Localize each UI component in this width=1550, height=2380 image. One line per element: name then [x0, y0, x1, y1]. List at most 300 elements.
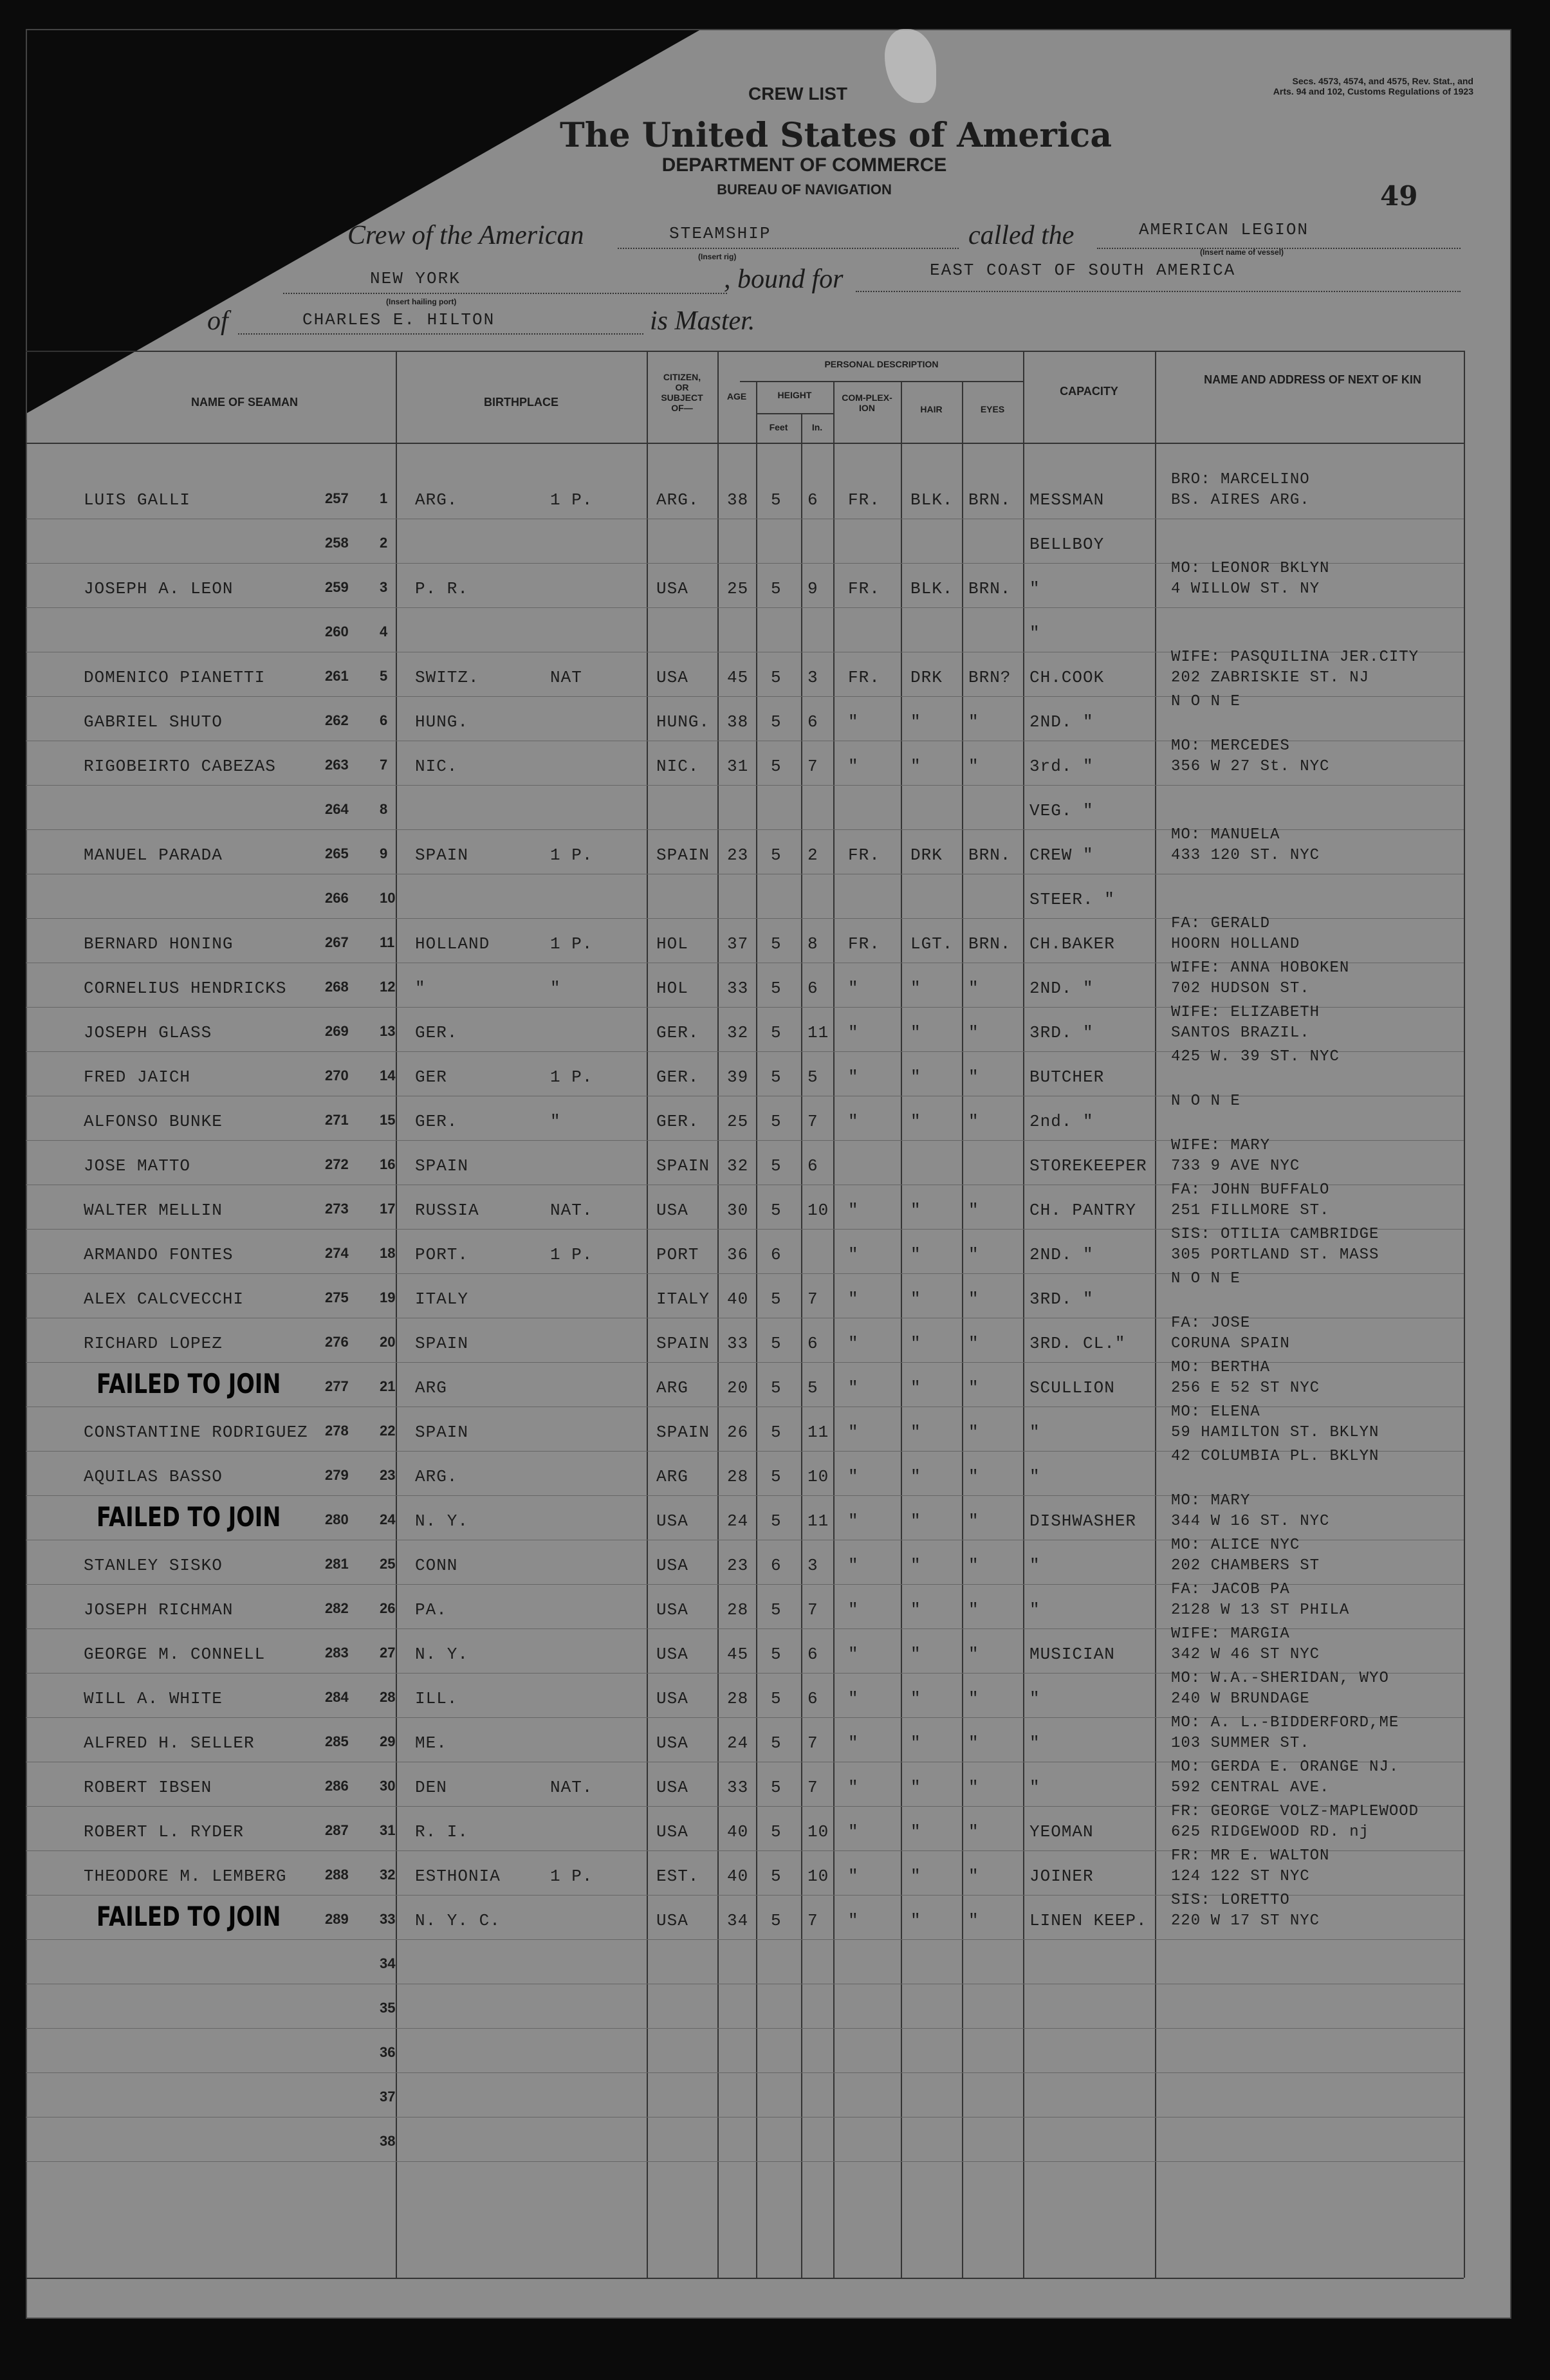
next-of-kin-name: SIS: LORETTO: [1171, 1892, 1290, 1909]
naturalization: ": [550, 1112, 561, 1131]
next-of-kin-name: MO: BERTHA: [1171, 1359, 1271, 1376]
line-number: 28: [380, 1689, 396, 1705]
seaman-name: AQUILAS BASSO: [84, 1467, 223, 1486]
header-personal-description: PERSONAL DESCRIPTION: [824, 359, 939, 369]
height-inches: 7: [807, 1778, 818, 1797]
eyes: ": [968, 712, 979, 732]
age: 40: [727, 1867, 749, 1886]
eyes: ": [968, 1822, 979, 1841]
seaman-name: THEODORE M. LEMBERG: [84, 1867, 287, 1886]
citizen-of: NIC.: [656, 757, 699, 776]
height-feet: 5: [771, 1423, 782, 1442]
hair: ": [910, 1067, 921, 1087]
crew-of-label: Crew of the American: [347, 221, 584, 250]
age: 40: [727, 1289, 749, 1309]
naturalization: 1 P.: [550, 1867, 593, 1886]
citizen-of: USA: [656, 1600, 688, 1619]
age: 25: [727, 1112, 749, 1131]
register-code: 261: [325, 668, 349, 684]
capacity: CREW ": [1029, 845, 1094, 865]
capacity: BELLBOY: [1029, 535, 1105, 554]
eyes: BRN.: [968, 579, 1011, 598]
height-feet: 5: [771, 1867, 782, 1886]
age: 40: [727, 1822, 749, 1841]
register-code: 260: [325, 623, 349, 640]
line-number: 37: [380, 2089, 396, 2105]
header-name-of-seaman: NAME OF SEAMAN: [191, 396, 298, 409]
line-number: 3: [380, 579, 388, 595]
height-inches: 10: [807, 1201, 829, 1220]
register-code: 267: [325, 934, 349, 950]
eyes: ": [968, 1689, 979, 1708]
seaman-name: WALTER MELLIN: [84, 1201, 223, 1220]
called-label: called the: [968, 221, 1075, 250]
height-feet: 5: [771, 490, 782, 510]
complexion: ": [848, 1245, 859, 1264]
failed-to-join-stamp: FAILED TO JOIN: [97, 1501, 281, 1533]
eyes: ": [968, 1645, 979, 1664]
complexion: ": [848, 1023, 859, 1042]
birthplace: N. Y.: [415, 1511, 469, 1531]
register-code: 271: [325, 1112, 349, 1128]
failed-to-join-stamp: FAILED TO JOIN: [97, 1368, 281, 1399]
capacity: 2ND. ": [1029, 712, 1094, 732]
height-inches: 7: [807, 1600, 818, 1619]
birthplace: N. Y.: [415, 1645, 469, 1664]
height-feet: 5: [771, 1511, 782, 1531]
hair: ": [910, 1112, 921, 1131]
next-of-kin-name: MO: GERDA E. ORANGE NJ.: [1171, 1758, 1399, 1776]
page-number: 49: [1380, 180, 1418, 212]
height-feet: 5: [771, 1733, 782, 1753]
birthplace: ITALY: [415, 1289, 469, 1309]
eyes: ": [968, 1511, 979, 1531]
complexion: FR.: [848, 934, 880, 954]
birthplace: HUNG.: [415, 712, 469, 732]
height-inches: 2: [807, 845, 818, 865]
header-next-of-kin: NAME AND ADDRESS OF NEXT OF KIN: [1204, 373, 1421, 386]
col-rule-citizen: [647, 351, 648, 2278]
seaman-name: GABRIEL SHUTO: [84, 712, 223, 732]
height-inches: 11: [807, 1511, 829, 1531]
citizen-of: SPAIN: [656, 1156, 710, 1176]
next-of-kin-name: WIFE: MARY: [1171, 1137, 1271, 1154]
seaman-name: ALFRED H. SELLER: [84, 1733, 255, 1753]
row-rule: [26, 785, 1464, 786]
capacity: SCULLION: [1029, 1378, 1115, 1398]
capacity: ": [1029, 1600, 1040, 1619]
header-citizen: CITIZEN, OR SUBJECT OF—: [661, 372, 703, 413]
header-height: HEIGHT: [777, 390, 812, 400]
citizen-of: GER.: [656, 1023, 699, 1042]
next-of-kin-address: 103 SUMMER ST.: [1171, 1735, 1310, 1752]
register-code: 274: [325, 1245, 349, 1261]
height-feet: 5: [771, 1645, 782, 1664]
hair: ": [910, 1023, 921, 1042]
citizen-of: SPAIN: [656, 1334, 710, 1353]
hair: DRK: [910, 845, 943, 865]
capacity: YEOMAN: [1029, 1822, 1094, 1841]
height-inches: 6: [807, 979, 818, 998]
height-feet: 5: [771, 1467, 782, 1486]
next-of-kin-address: 433 120 ST. NYC: [1171, 847, 1320, 864]
complexion: FR.: [848, 845, 880, 865]
citizen-of: USA: [656, 1822, 688, 1841]
seaman-name: ROBERT L. RYDER: [84, 1822, 244, 1841]
hair: ": [910, 712, 921, 732]
capacity: CH.COOK: [1029, 668, 1105, 687]
eyes: ": [968, 1023, 979, 1042]
complexion: FR.: [848, 490, 880, 510]
citizen-of: HOL: [656, 934, 688, 954]
birthplace: ARG: [415, 1378, 447, 1398]
next-of-kin-name: WIFE: MARGIA: [1171, 1625, 1290, 1643]
complexion: FR.: [848, 668, 880, 687]
header-birthplace: BIRTHPLACE: [484, 396, 558, 409]
naturalization: 1 P.: [550, 1067, 593, 1087]
row-rule: [26, 2161, 1464, 2162]
height-inches: 6: [807, 490, 818, 510]
capacity: 3RD. ": [1029, 1289, 1094, 1309]
seaman-name: JOSEPH GLASS: [84, 1023, 212, 1042]
capacity: BUTCHER: [1029, 1067, 1105, 1087]
eyes: ": [968, 1733, 979, 1753]
capacity: ": [1029, 1778, 1040, 1797]
line-number: 11: [380, 934, 395, 950]
register-code: 280: [325, 1511, 349, 1527]
capacity: STOREKEEPER: [1029, 1156, 1147, 1176]
register-code: 276: [325, 1334, 349, 1350]
citizen-of: USA: [656, 1778, 688, 1797]
citizen-of: USA: [656, 1511, 688, 1531]
next-of-kin-name: SIS: OTILIA CAMBRIDGE: [1171, 1226, 1379, 1243]
line-number: 33: [380, 1911, 396, 1927]
line-number: 12: [380, 979, 396, 995]
hair: ": [910, 1600, 921, 1619]
age: 20: [727, 1378, 749, 1398]
height-inches: 10: [807, 1822, 829, 1841]
height-feet: 5: [771, 757, 782, 776]
naturalization: 1 P.: [550, 490, 593, 510]
register-code: 272: [325, 1156, 349, 1172]
col-rule-capacity: [1023, 351, 1024, 2278]
hair: ": [910, 1689, 921, 1708]
register-code: 286: [325, 1778, 349, 1794]
next-of-kin-address: 202 ZABRISKIE ST. NJ: [1171, 669, 1370, 687]
next-of-kin-name: MO: W.A.-SHERIDAN, WYO: [1171, 1670, 1389, 1687]
height-feet: 5: [771, 1822, 782, 1841]
row-rule: [26, 696, 1464, 697]
birthplace: N. Y. C.: [415, 1911, 501, 1930]
seaman-name: ALEX CALCVECCHI: [84, 1289, 244, 1309]
seaman-name: STANLEY SISKO: [84, 1556, 223, 1575]
next-of-kin-name: MO: MERCEDES: [1171, 737, 1290, 755]
height-inches: 6: [807, 1689, 818, 1708]
complexion: ": [848, 1867, 859, 1886]
next-of-kin-name: MO: MARY: [1171, 1492, 1251, 1509]
line-number: 31: [380, 1822, 396, 1838]
complexion: FR.: [848, 579, 880, 598]
register-code: 283: [325, 1645, 349, 1661]
citizen-of: USA: [656, 668, 688, 687]
hair: LGT.: [910, 934, 954, 954]
eyes: ": [968, 1067, 979, 1087]
height-feet: 6: [771, 1556, 782, 1575]
naturalization: ": [550, 979, 561, 998]
height-inches: 5: [807, 1378, 818, 1398]
eyes: ": [968, 1423, 979, 1442]
citizen-of: SPAIN: [656, 845, 710, 865]
eyes: ": [968, 1911, 979, 1930]
hair: ": [910, 1778, 921, 1797]
naturalization: NAT.: [550, 1778, 593, 1797]
bound-underline: [856, 291, 1461, 292]
next-of-kin-name: BRO: MARCELINO: [1171, 471, 1310, 488]
line-number: 7: [380, 757, 388, 773]
master-underline: [238, 333, 643, 335]
next-of-kin-address: 124 122 ST NYC: [1171, 1868, 1310, 1885]
header-capacity: CAPACITY: [1060, 385, 1118, 398]
birthplace: P. R.: [415, 579, 469, 598]
next-of-kin-name: 42 COLUMBIA PL. BKLYN: [1171, 1448, 1379, 1465]
line-number: 13: [380, 1023, 396, 1039]
capacity: 3RD. ": [1029, 1023, 1094, 1042]
next-of-kin-address: 202 CHAMBERS ST: [1171, 1557, 1320, 1574]
personal-subrule: [740, 381, 1023, 382]
line-number: 23: [380, 1467, 396, 1483]
birthplace: RUSSIA: [415, 1201, 479, 1220]
capacity: MUSICIAN: [1029, 1645, 1115, 1664]
age: 32: [727, 1023, 749, 1042]
register-code: 279: [325, 1467, 349, 1483]
header-hair: HAIR: [920, 404, 943, 414]
next-of-kin-address: 59 HAMILTON ST. BKLYN: [1171, 1424, 1379, 1441]
register-code: 270: [325, 1067, 349, 1084]
hair: ": [910, 1911, 921, 1930]
next-of-kin-address: 625 RIDGEWOOD RD. nj: [1171, 1823, 1370, 1841]
capacity: DISHWASHER: [1029, 1511, 1137, 1531]
next-of-kin-name: FA: JOSE: [1171, 1315, 1251, 1332]
age: 39: [727, 1067, 749, 1087]
statute-note: Secs. 4573, 4574, and 4575, Rev. Stat., and Arts. 94 and 102, Customs Regulations of 1923: [1273, 76, 1473, 97]
complexion: ": [848, 1378, 859, 1398]
master-label: is Master.: [650, 306, 755, 336]
height-inches: 7: [807, 1911, 818, 1930]
next-of-kin-name: MO: ELENA: [1171, 1403, 1260, 1421]
seaman-name: BERNARD HONING: [84, 934, 234, 954]
capacity: 2nd. ": [1029, 1112, 1094, 1131]
line-number: 2: [380, 535, 388, 551]
next-of-kin-name: 425 W. 39 ST. NYC: [1171, 1048, 1340, 1065]
capacity: CH.BAKER: [1029, 934, 1115, 954]
header-inches: In.: [811, 422, 823, 432]
complexion: ": [848, 1112, 859, 1131]
age: 31: [727, 757, 749, 776]
height-feet: 5: [771, 1289, 782, 1309]
register-code: 264: [325, 801, 349, 817]
register-code: 263: [325, 757, 349, 773]
line-number: 14: [380, 1067, 396, 1084]
line-number: 36: [380, 2044, 396, 2060]
hair: BLK.: [910, 579, 954, 598]
next-of-kin-name: FA: JOHN BUFFALO: [1171, 1181, 1330, 1199]
master-value: CHARLES E. HILTON: [302, 310, 495, 329]
register-code: 265: [325, 845, 349, 862]
seaman-name: GEORGE M. CONNELL: [84, 1645, 266, 1664]
birthplace: ILL.: [415, 1689, 458, 1708]
height-feet: 5: [771, 934, 782, 954]
seaman-name: CORNELIUS HENDRICKS: [84, 979, 287, 998]
height-feet: 6: [771, 1245, 782, 1264]
citizen-of: ARG: [656, 1378, 688, 1398]
rig-hint: (Insert rig): [698, 252, 737, 261]
hair: ": [910, 1334, 921, 1353]
height-feet: 5: [771, 1067, 782, 1087]
height-inches: 7: [807, 1733, 818, 1753]
citizen-of: USA: [656, 1733, 688, 1753]
line-number: 16: [380, 1156, 396, 1172]
complexion: ": [848, 712, 859, 732]
height-inches: 7: [807, 1112, 818, 1131]
height-inches: 10: [807, 1467, 829, 1486]
col-rule-birthplace: [396, 351, 397, 2278]
header-eyes: EYES: [980, 404, 1005, 414]
next-of-kin-name: WIFE: PASQUILINA JER.CITY: [1171, 649, 1419, 666]
complexion: ": [848, 1201, 859, 1220]
register-code: 269: [325, 1023, 349, 1039]
of-label: of: [207, 306, 228, 336]
naturalization: NAT.: [550, 1201, 593, 1220]
next-of-kin-address: 220 W 17 ST NYC: [1171, 1912, 1320, 1930]
department-heading: DEPARTMENT OF COMMERCE: [661, 154, 947, 176]
line-number: 8: [380, 801, 388, 817]
capacity: LINEN KEEP.: [1029, 1911, 1147, 1930]
complexion: ": [848, 1067, 859, 1087]
next-of-kin-address: 305 PORTLAND ST. MASS: [1171, 1246, 1379, 1264]
col-rule-right: [1464, 351, 1465, 2278]
line-number: 25: [380, 1556, 396, 1572]
complexion: ": [848, 1600, 859, 1619]
line-number: 4: [380, 623, 388, 640]
citizen-of: ITALY: [656, 1289, 710, 1309]
capacity: JOINER: [1029, 1867, 1094, 1886]
register-code: 285: [325, 1733, 349, 1749]
seaman-name: JOSE MATTO: [84, 1156, 191, 1176]
age: 33: [727, 1334, 749, 1353]
age: 33: [727, 979, 749, 998]
age: 28: [727, 1689, 749, 1708]
row-rule: [26, 1939, 1464, 1940]
height-inches: 3: [807, 668, 818, 687]
hair: DRK: [910, 668, 943, 687]
form-title: CREW LIST: [748, 84, 847, 104]
complexion: ": [848, 1511, 859, 1531]
row-rule: [26, 607, 1464, 608]
next-of-kin-address: 344 W 16 ST. NYC: [1171, 1513, 1330, 1530]
seaman-name: ROBERT IBSEN: [84, 1778, 212, 1797]
register-code: 278: [325, 1423, 349, 1439]
birthplace: SPAIN: [415, 1423, 469, 1442]
bound-label: , bound for: [724, 264, 844, 294]
citizen-of: ARG.: [656, 490, 699, 510]
birthplace: ARG.: [415, 1467, 458, 1486]
line-number: 20: [380, 1334, 396, 1350]
age: 30: [727, 1201, 749, 1220]
height-feet: 5: [771, 579, 782, 598]
age: 24: [727, 1511, 749, 1531]
complexion: ": [848, 979, 859, 998]
capacity: MESSMAN: [1029, 490, 1105, 510]
height-feet: 5: [771, 1778, 782, 1797]
age: 36: [727, 1245, 749, 1264]
col-rule-complexion: [833, 381, 835, 2278]
capacity: ": [1029, 1689, 1040, 1708]
height-feet: 5: [771, 1911, 782, 1930]
birthplace: GER.: [415, 1112, 458, 1131]
col-rule-feet: [756, 381, 757, 2278]
birthplace: GER.: [415, 1023, 458, 1042]
next-of-kin-name: MO: ALICE NYC: [1171, 1536, 1300, 1554]
height-inches: 6: [807, 712, 818, 732]
age: 37: [727, 934, 749, 954]
height-inches: 11: [807, 1423, 829, 1442]
age: 45: [727, 1645, 749, 1664]
seaman-name: WILL A. WHITE: [84, 1689, 223, 1708]
hair: ": [910, 1822, 921, 1841]
next-of-kin-address: 2128 W 13 ST PHILA: [1171, 1601, 1350, 1619]
hair: ": [910, 1467, 921, 1486]
seaman-name: RICHARD LOPEZ: [84, 1334, 223, 1353]
birthplace: SPAIN: [415, 1334, 469, 1353]
seaman-name: DOMENICO PIANETTI: [84, 668, 266, 687]
hair: ": [910, 1378, 921, 1398]
eyes: BRN.: [968, 490, 1011, 510]
capacity: ": [1029, 1467, 1040, 1486]
next-of-kin-address: 251 FILLMORE ST.: [1171, 1202, 1330, 1219]
col-rule-kin: [1155, 351, 1156, 2278]
register-code: 277: [325, 1378, 349, 1394]
complexion: ": [848, 1911, 859, 1930]
hair: BLK.: [910, 490, 954, 510]
birthplace: GER: [415, 1067, 447, 1087]
citizen-of: GER.: [656, 1112, 699, 1131]
age: 28: [727, 1600, 749, 1619]
line-number: 35: [380, 2000, 396, 2016]
next-of-kin-address: 4 WILLOW ST. NY: [1171, 580, 1320, 598]
height-feet: 5: [771, 712, 782, 732]
eyes: BRN.: [968, 934, 1011, 954]
seaman-name: ARMANDO FONTES: [84, 1245, 234, 1264]
register-code: 287: [325, 1822, 349, 1838]
vessel-hint: (Insert name of vessel): [1200, 248, 1284, 257]
eyes: ": [968, 1467, 979, 1486]
hair: ": [910, 757, 921, 776]
table-bottom-rule: [26, 2278, 1464, 2279]
hair: ": [910, 1289, 921, 1309]
height-inches: 5: [807, 1067, 818, 1087]
capacity: ": [1029, 1423, 1040, 1442]
citizen-of: SPAIN: [656, 1423, 710, 1442]
age: 45: [727, 668, 749, 687]
line-number: 15: [380, 1112, 396, 1128]
next-of-kin-name: WIFE: ANNA HOBOKEN: [1171, 959, 1350, 977]
height-feet: 5: [771, 668, 782, 687]
eyes: ": [968, 1378, 979, 1398]
rig-value: STEAMSHIP: [669, 224, 771, 243]
next-of-kin-address: 592 CENTRAL AVE.: [1171, 1779, 1330, 1796]
register-code: 259: [325, 579, 349, 595]
complexion: ": [848, 1423, 859, 1442]
